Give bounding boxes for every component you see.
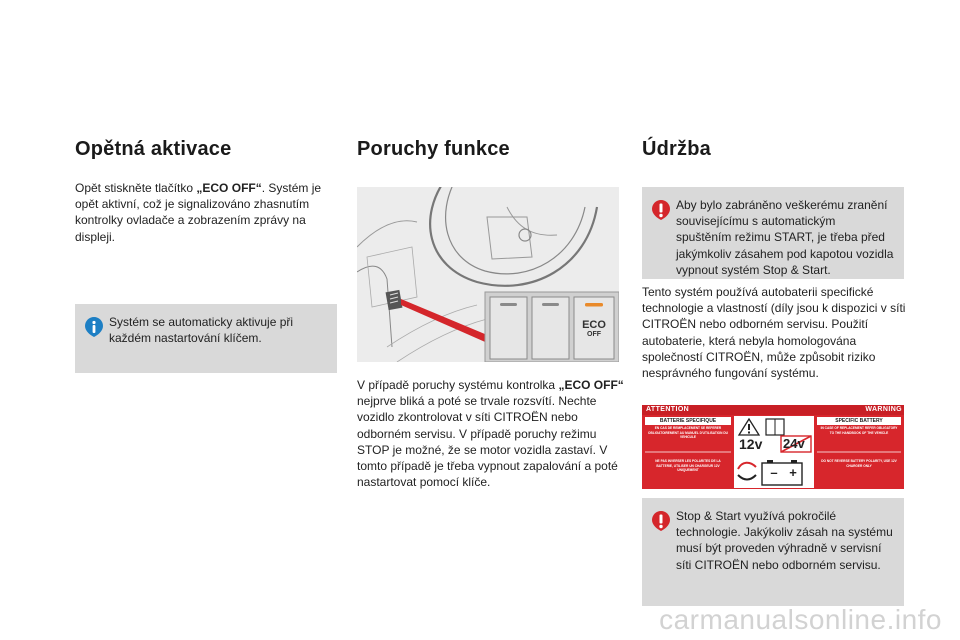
battery-label-banner <box>642 405 904 489</box>
heading-malfunction: Poruchy funkce <box>357 138 510 160</box>
eco-button-label-top: ECO <box>582 319 606 331</box>
eco-button-label-bottom: OFF <box>587 331 601 338</box>
heading-reactivation: Opětná aktivace <box>75 138 232 160</box>
warning-box-2 <box>642 498 904 606</box>
banner-left-title: ATTENTION <box>646 406 690 413</box>
info-icon <box>83 316 105 338</box>
banner-right-title: WARNING <box>865 406 902 413</box>
heading-maintenance: Údržba <box>642 138 711 160</box>
banner-left-sub2: NE PAS INVERSER LES POLARITES DE LA BATTERIE, UTILISER UN CHARGEUR 12V UNIQUEMENT <box>655 459 721 473</box>
banner-right-sub1: SPECIFIC BATTERY <box>835 418 883 424</box>
warning-text-1: Aby bylo zabráněno veškerému zranění souvisejícímu s automatickým spuštěním režimu START, je třeba před jakýmkoliv zásahem pod kapotou vozidla vypnout systém Stop & Start. <box>676 198 894 277</box>
malfunction-text-pre: V případě poruchy systému kontrolka <box>357 378 559 392</box>
warning-box-1 <box>642 187 904 279</box>
warning-text-2: Stop & Start využívá pokročilé technologie. Jakýkoliv zásah na systému musí být proveden výhradně v servisní síti CITROËN nebo odborném servisu. <box>676 509 893 572</box>
reactivation-text-post: . Systém je opět aktivní, což je signalizováno zhasnutím kontrolky ovladače a zobrazením zprávy na displeji. <box>75 181 322 244</box>
banner-voltage-ok: 12v <box>739 436 763 452</box>
banner-voltage-no: 24v <box>783 436 805 451</box>
warning-icon <box>650 199 672 221</box>
eco-off-label-2: „ECO OFF“ <box>558 378 624 392</box>
malfunction-paragraph <box>357 377 625 490</box>
battery-plus-icon: + <box>789 465 797 480</box>
info-text: Systém se automaticky aktivuje při každém nastartování klíčem. <box>109 315 294 346</box>
malfunction-text-post: nejprve bliká a poté se trvale rozsvítí. Nechte vozidlo zkontrolovat v síti CITROËN nebo odborném servisu. V případě poruchy režimu STOP je možné, že se motor vozidla zastaví. V tomto případě je třeba vypnout zapalování a poté nastartovat pomocí klíče. <box>357 394 618 490</box>
banner-left-sub1: BATTERIE SPECIFIQUE <box>659 418 717 424</box>
reactivation-paragraph <box>75 180 337 245</box>
watermark: carmanualsonline.info <box>659 604 942 635</box>
dashboard-illustration <box>357 187 619 362</box>
battery-minus-icon: – <box>770 465 778 480</box>
banner-left-sub1-detail: EN CAS DE REMPLACEMENT SE REFERER OBLIGATOIREMENT AU MANUEL D'UTILISATION DU VEHICULE <box>648 426 728 440</box>
reactivation-text-pre: Opět stiskněte tlačítko <box>75 181 197 195</box>
info-box <box>75 304 337 373</box>
banner-right-sub1-detail: IN CASE OF REPLACEMENT REFER OBLIGATORY TO THE HANDBOOK OF THE VEHICLE <box>820 426 898 435</box>
banner-right-sub2: DO NOT REVERSE BATTERY POLARITY, USE 12V CHARGER ONLY <box>821 459 897 468</box>
warning-icon-2 <box>650 510 672 532</box>
maintenance-paragraph: Tento systém používá autobaterii specifické technologie a vlastností (díly jsou k dispozici v síti CITROËN nebo odborném servisu. Použití autobaterie, která nebyla homologována společností CITROËN, může způsobit riziko nesprávného fungování systému. <box>642 285 906 381</box>
eco-off-label: „ECO OFF“ <box>196 181 262 195</box>
